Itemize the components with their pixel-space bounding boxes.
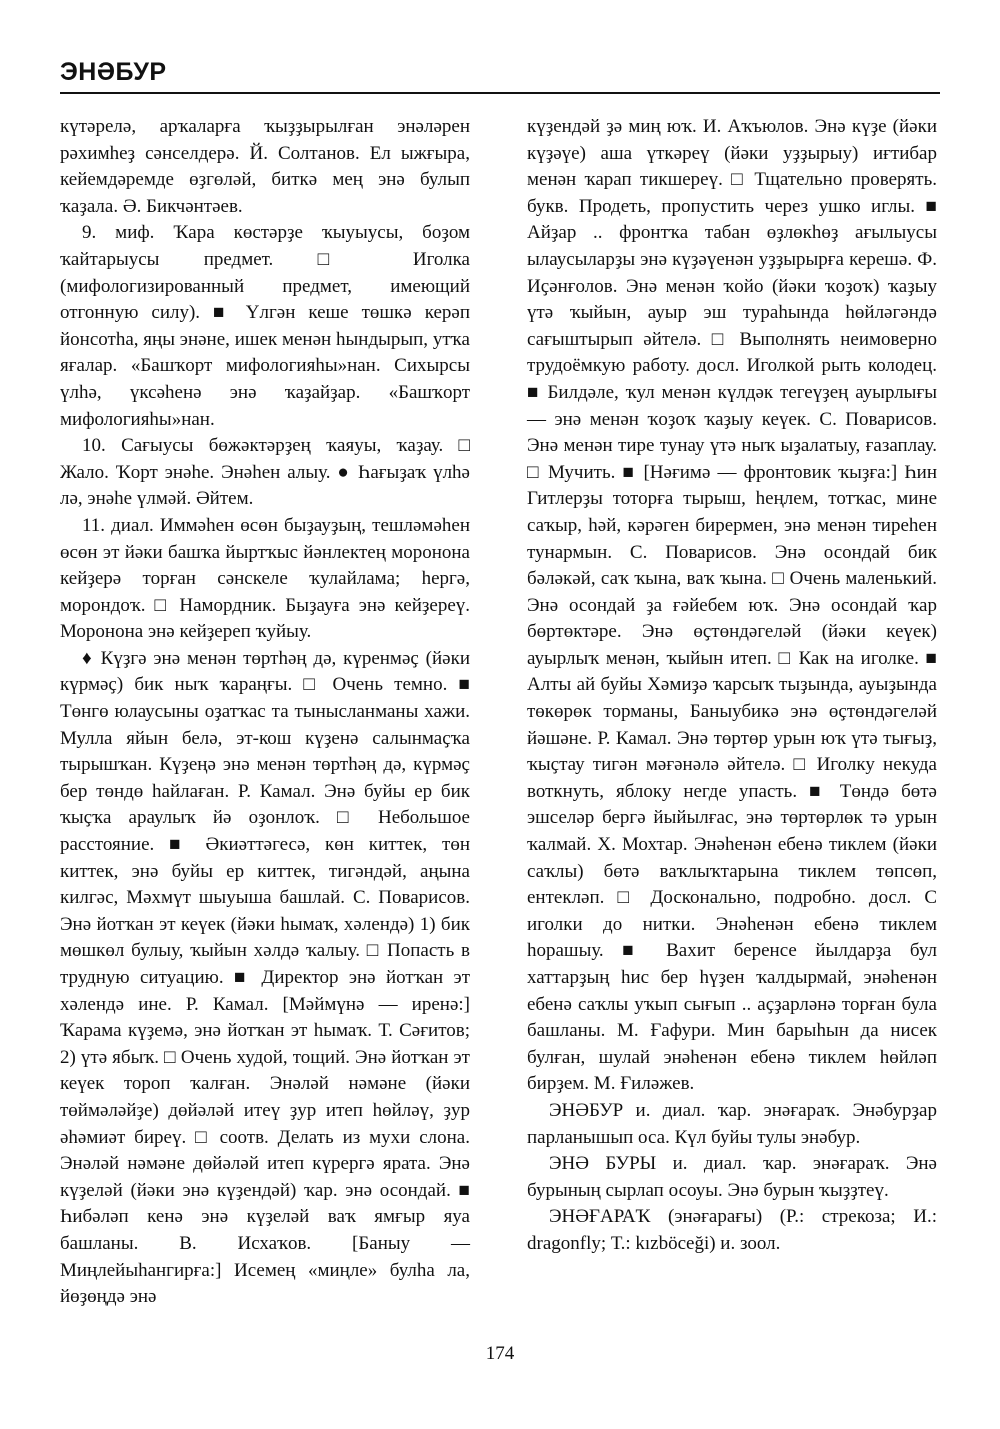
entry-paragraph: 9. миф. Ҡара көстәрҙе ҡыуыусы, боҙом ҡайтарыусы предмет. □ Иголка (мифологизированный предмет, имеющий отгонную силу). ■ Үлгән кеше төшкә керәп йонсотһа, яңы энәне, ишек менән һындырып, утҡа яғалар. «Башҡорт мифологияһы»нан. Сихырсы үлһә, үксәһенә энә ҡаҙайҙар. «Башҡорт мифологияһы»нан. [60, 222, 470, 430]
entry-paragraph: ЭНӘ БУРЫ и. диал. ҡар. энәғараҡ. Энә бурының сырлап осоуы. Энә бурын ҡыҙҙтеү. [527, 1153, 937, 1201]
entry-paragraph: күтәрелә, арҡаларға ҡыҙҙырылған энәләрен рәхимһеҙ сәнселдерә. Й. Солтанов. Ел ыжғыра, кейемдәремде өҙгөләй, биткә мең энә булып ҡаҙала. Ә. Бикчәнтәев. [60, 116, 470, 217]
page-number: 174 [485, 1343, 515, 1364]
right-column [527, 114, 937, 1258]
entry-paragraph: күҙендәй ҙә миң юҡ. И. Аҡъюлов. Энә күҙе (йәки күҙәүе) аша үткәреү (йәки уҙҙырыу) иғтибар менән ҡарап тикшереү. □ Тщательно проверять. букв. Продеть, пропустить через ушко иглы. ■ Айҙар .. фронтҡа табан өҙлөкһөҙ ағылыусы ылаусыларҙы энә күҙәүенән уҙҙырырға керешә. Ф. Иҫәнғолов. Энә менән ҡойо (йәки ҡоҙоҡ) ҡаҙыу үтә ҡыйын, ауыр эш тураһында һөйләгәндә сағыштырып әйтелә. □ Выполнять неимоверно трудоёмкую работу. досл. Иголкой рыть колодец. ■ Билдәле, ҡул менән күлдәк тегеүҙең ауырлығы — энә менән ҡоҙоҡ ҡаҙыу кеүек. С. Поварисов. Энә менән тире тунау үтә ныҡ ыҙалатыу, ғазаплау. □ Мучить. ■ [Нәғимә — фронтовик ҡыҙға:] Һин Гитлерҙы тоторға тырыш, һеңлем, тотҡас, мине саҡыр, һәй, кәрәген бирермен, энә менән тиреһен тунармын. С. Поварисов. Энә осондай бик бәләкәй, саҡ ҡына, ваҡ ҡына. □ Очень маленький. Энә осондай ҙа ғәйебем юҡ. Энә осондай ҡар бөртөктәре. Энә өҫтөндәгеләй (йәки кеүек) ауырлыҡ менән, ҡыйын итеп. □ Как на иголке. ■ Алты ай буйы Хәмиҙә ҡарсыҡ тыҙында, ауыҙында төкөрөк торманы, Баныубикә энә өҫтөндәгеләй йәшәне. Р. Камал. Энә төртөр урын юҡ үтә тығыҙ, ҡыҫтау тигән мәғәнәлә әйтелә. □ Иголку некуда воткнуть, яблоку негде упасть. ■ Төндә бөтә эшселәр бергә йыйылғас, энә төртөрлөк тә урын ҡалмай. Х. Мохтар. Энәһенән ебенә тиклем (йәки саҡлы) бөтә ваҡлыҡтарына тиклем төпсөп, ентекләп. □ Досконально, подробно. досл. С иголки до нитки. Энәһенән ебенә тиклем һорашыу. ■ Вахит беренсе йылдарҙа бул хаттарҙың һис бер һүҙен ҡалдырмай, энәһенән ебенә саҡлы уҡып сығып .. аҫҙарләнә торған була башланы. М. Ғафури. Мин барыһын да нисек булған, шулай энәһенән ебенә тиклем һөйләп бирҙем. М. Ғиләжев. [527, 116, 937, 1095]
entry-paragraph: ЭНӘҒАРАҠ (энәғарағы) (Р.: стрекоза; И.: dragonfly; Т.: kızböceği) и. зоол. [527, 1206, 937, 1254]
left-column [60, 114, 470, 1311]
entry-paragraph: 10. Сағыусы бөжәктәрҙең ҡаяуы, ҡаҙау. □ Жало. Ҡорт энәһе. Энәһен алыу. ● Һағыҙаҡ үлһә лә, энәһе үлмәй. Әйтем. [60, 435, 470, 510]
entry-paragraph: ЭНӘБУР и. диал. ҡар. энәғараҡ. Энәбурҙар парланышып оса. Күл буйы тулы энәбур. [527, 1099, 937, 1148]
entry-paragraph: 11. диал. Иммәһен өсөн быҙауҙың, тешләмәһен өсөн эт йәки башҡа йыртҡыс йәнлектең моронона кейҙерә торған сәнскеле ҡулайлама; һергә, морондоҡ. □ Намордник. Быҙауға энә кейҙереү. Морононa энә кейҙереп ҡуйыу. [60, 514, 470, 643]
entry-paragraph: ♦ Күҙгә энә менән төртһәң дә, күренмәҫ (йәки күрмәҫ) бик ныҡ ҡараңғы. □ Очень темно. ■ Төнгө юлаусыны оҙатҡас та тынысланманы хажи. Мулла яйын белә, эт-кош күҙенә салынмаҫҡа тырышҡан. Күҙеңә энә менән төртһәң дә, күрмәҫ бер төндө һайлаған. Р. Камал. Энә буйы ер бик ҡыҫҡа араулыҡ йә оҙонлоҡ. □ Небольшое расстояние. ■ Әкиәттәгесә, көн киттек, төн киттек, энә буйы ер киттек, тигәндәй, аңына килгәс, Мәхмүт шыуыша башлай. С. Поварисов. Энә йотҡан эт кеүек (йәки һымаҡ, хәлендә) 1) бик мөшкөл булыу, ҡыйын хәлдә ҡалыу. □ Попасть в трудную ситуацию. ■ Директор энә йотҡан эт хәлендә ине. Р. Камал. [Мәймүнә — иренә:] Ҡарама күҙемә, энә йотҡан эт һымаҡ. Т. Сәғитов; 2) үтә ябыҡ. □ Очень худой, тощий. Энә йотҡан эт кеүек тороп ҡалған. Энәләй нәмәне (йәки төймәләйҙе) дөйәләй итеү ҙур итеп һөйләү, ҙур әһәмиәт биреү. □ соотв. Делать из мухи слона. Энәләй нәмәне дөйәләй итеп күрергә ярата. Энә күҙеләй (йәки энә күҙендәй) ҡар. энә осондай. ■ Һибәләп кенә энә күҙеләй ваҡ ямғыр яуа башланы. В. Исхаҡов. [Баныу — Миңлейыһангирға:] Исемең «миңле» булһа ла, йөҙөңдә энә [60, 647, 470, 1308]
header-rule [60, 92, 940, 94]
running-head: ЭНӘБУР [60, 58, 167, 86]
